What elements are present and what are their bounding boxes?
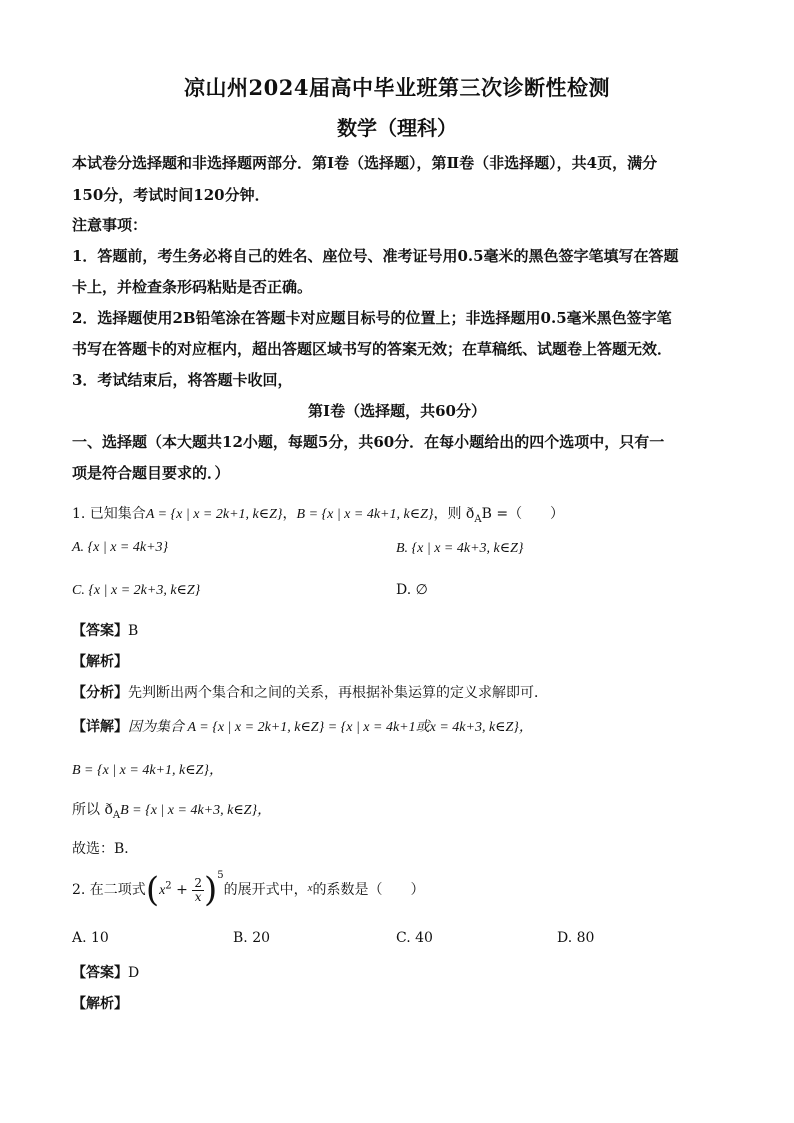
part-intro-line-1: 一、选择题（本大题共12小题，每题5分，共60分．在每小题给出的四个选项中，只有一 [72, 433, 665, 451]
question-2: 2. 在二项式($x^2$ + $\frac{2}{x}$ )$^5$的展开式中，$^x$的系数是（ ） [72, 870, 425, 910]
q2-option-d: D. 80 [557, 930, 595, 946]
fraction-denominator: x [194, 889, 202, 904]
q2-option-b: B. 20 [233, 930, 271, 946]
answer-value: D [128, 965, 140, 981]
expr-plus: + [176, 882, 188, 898]
question-2-tail-2: 的系数是（ ） [312, 882, 425, 898]
exam-subtitle: 数学（理科） [337, 116, 457, 140]
q1-option-a: A. {x | x = 4k+3} [72, 540, 169, 555]
expr-square: 2 [165, 880, 172, 892]
xiangjie-3-sub: A [112, 809, 121, 821]
q1-xiangjie-3 [72, 799, 271, 821]
exam-title: 凉山州2024届高中毕业班第三次诊断性检测 [184, 75, 610, 100]
q2-answer [72, 962, 139, 982]
complement-subscript: A [474, 513, 482, 525]
answer-tag: 【答案】 [72, 965, 128, 981]
q1-answer [72, 620, 138, 640]
question-2-tail: 的展开式中， [223, 882, 308, 898]
question-2-number: 2. 在二项式 [72, 882, 146, 898]
answer-tag: 【答案】 [72, 623, 128, 639]
question-1-ask-end: B =（ ） [481, 506, 565, 522]
intro-line-2: 150分，考试时间120分钟． [72, 186, 270, 204]
q1-analysis-tag: 【解析】 [72, 654, 128, 670]
answer-value: B [128, 623, 139, 639]
question-1-ask: ，则 ð [433, 506, 475, 522]
q2-option-c: C. 40 [396, 930, 433, 946]
set-a: A = {x | x = 2k+1, k∈Z} [145, 507, 283, 522]
q2-analysis-tag: 【解析】 [72, 996, 128, 1012]
xiangjie-3-post: B = {x | x = 4k+3, k∈Z}， [120, 803, 272, 818]
separator: ， [282, 506, 297, 522]
question-1-number: 1. 已知集合 [72, 506, 146, 522]
q2-option-a: A. 10 [72, 930, 109, 946]
part-intro-line-2: 项是符合题目要求的．） [72, 464, 230, 482]
q1-option-c: C. {x | x = 2k+3, k∈Z} [72, 583, 201, 598]
q1-choose: 故选：B． [72, 841, 139, 857]
expr-base: x [159, 883, 166, 898]
q1-fenxi [72, 682, 548, 702]
q1-option-d: D. ∅ [396, 582, 428, 598]
note-1-line-1: 1．答题前，考生务必将自己的姓名、座位号、准考证号用0.5毫米的黑色签字笔填写在答题 [72, 247, 679, 265]
q1-xiangjie-1 [72, 716, 533, 736]
fraction-numerator: 2 [194, 875, 202, 890]
intro-line-1: 本试卷分选择题和非选择题两部分．第Ⅰ卷（选择题），第Ⅱ卷（非选择题），共4页，满分 [72, 154, 658, 172]
question-2-var: x [307, 882, 313, 894]
xiangjie-3-pre: 所以 ð [72, 802, 113, 818]
notes-heading: 注意事项： [72, 216, 148, 234]
note-2-line-2: 书写在答题卡的对应框内，超出答题区域书写的答案无效；在草稿纸、试题卷上答题无效． [72, 340, 673, 358]
q1-xiangjie-2: B = {x | x = 4k+1, k∈Z}， [72, 763, 223, 778]
question-1 [72, 503, 564, 525]
section-heading: 第Ⅰ卷（选择题，共60分） [308, 402, 486, 420]
xiangjie-tag: 【详解】 [72, 719, 128, 735]
xiangjie-text-1: 因为集合 A = {x | x = 2k+1, k∈Z} = {x | x = 4k+1或x = 4k+3, k∈Z}， [128, 720, 533, 735]
note-1-line-2: 卡上，并检查条形码粘贴是否正确。 [72, 278, 313, 296]
expr-fraction [192, 877, 204, 904]
expr-power: 5 [217, 870, 224, 881]
set-b: B = {x | x = 4k+1, k∈Z} [296, 507, 434, 522]
note-2-line-1: 2．选择题使用2B铅笔涂在答题卡对应题目标号的位置上；非选择题用0.5毫米黑色签字笔 [72, 309, 672, 327]
fenxi-text: 先判断出两个集合和之间的关系，再根据补集运算的定义求解即可． [128, 685, 548, 701]
note-3: 3．考试结束后，将答题卡收回， [72, 371, 293, 389]
fenxi-tag: 【分析】 [72, 685, 128, 701]
q1-option-b: B. {x | x = 4k+3, k∈Z} [396, 541, 524, 556]
